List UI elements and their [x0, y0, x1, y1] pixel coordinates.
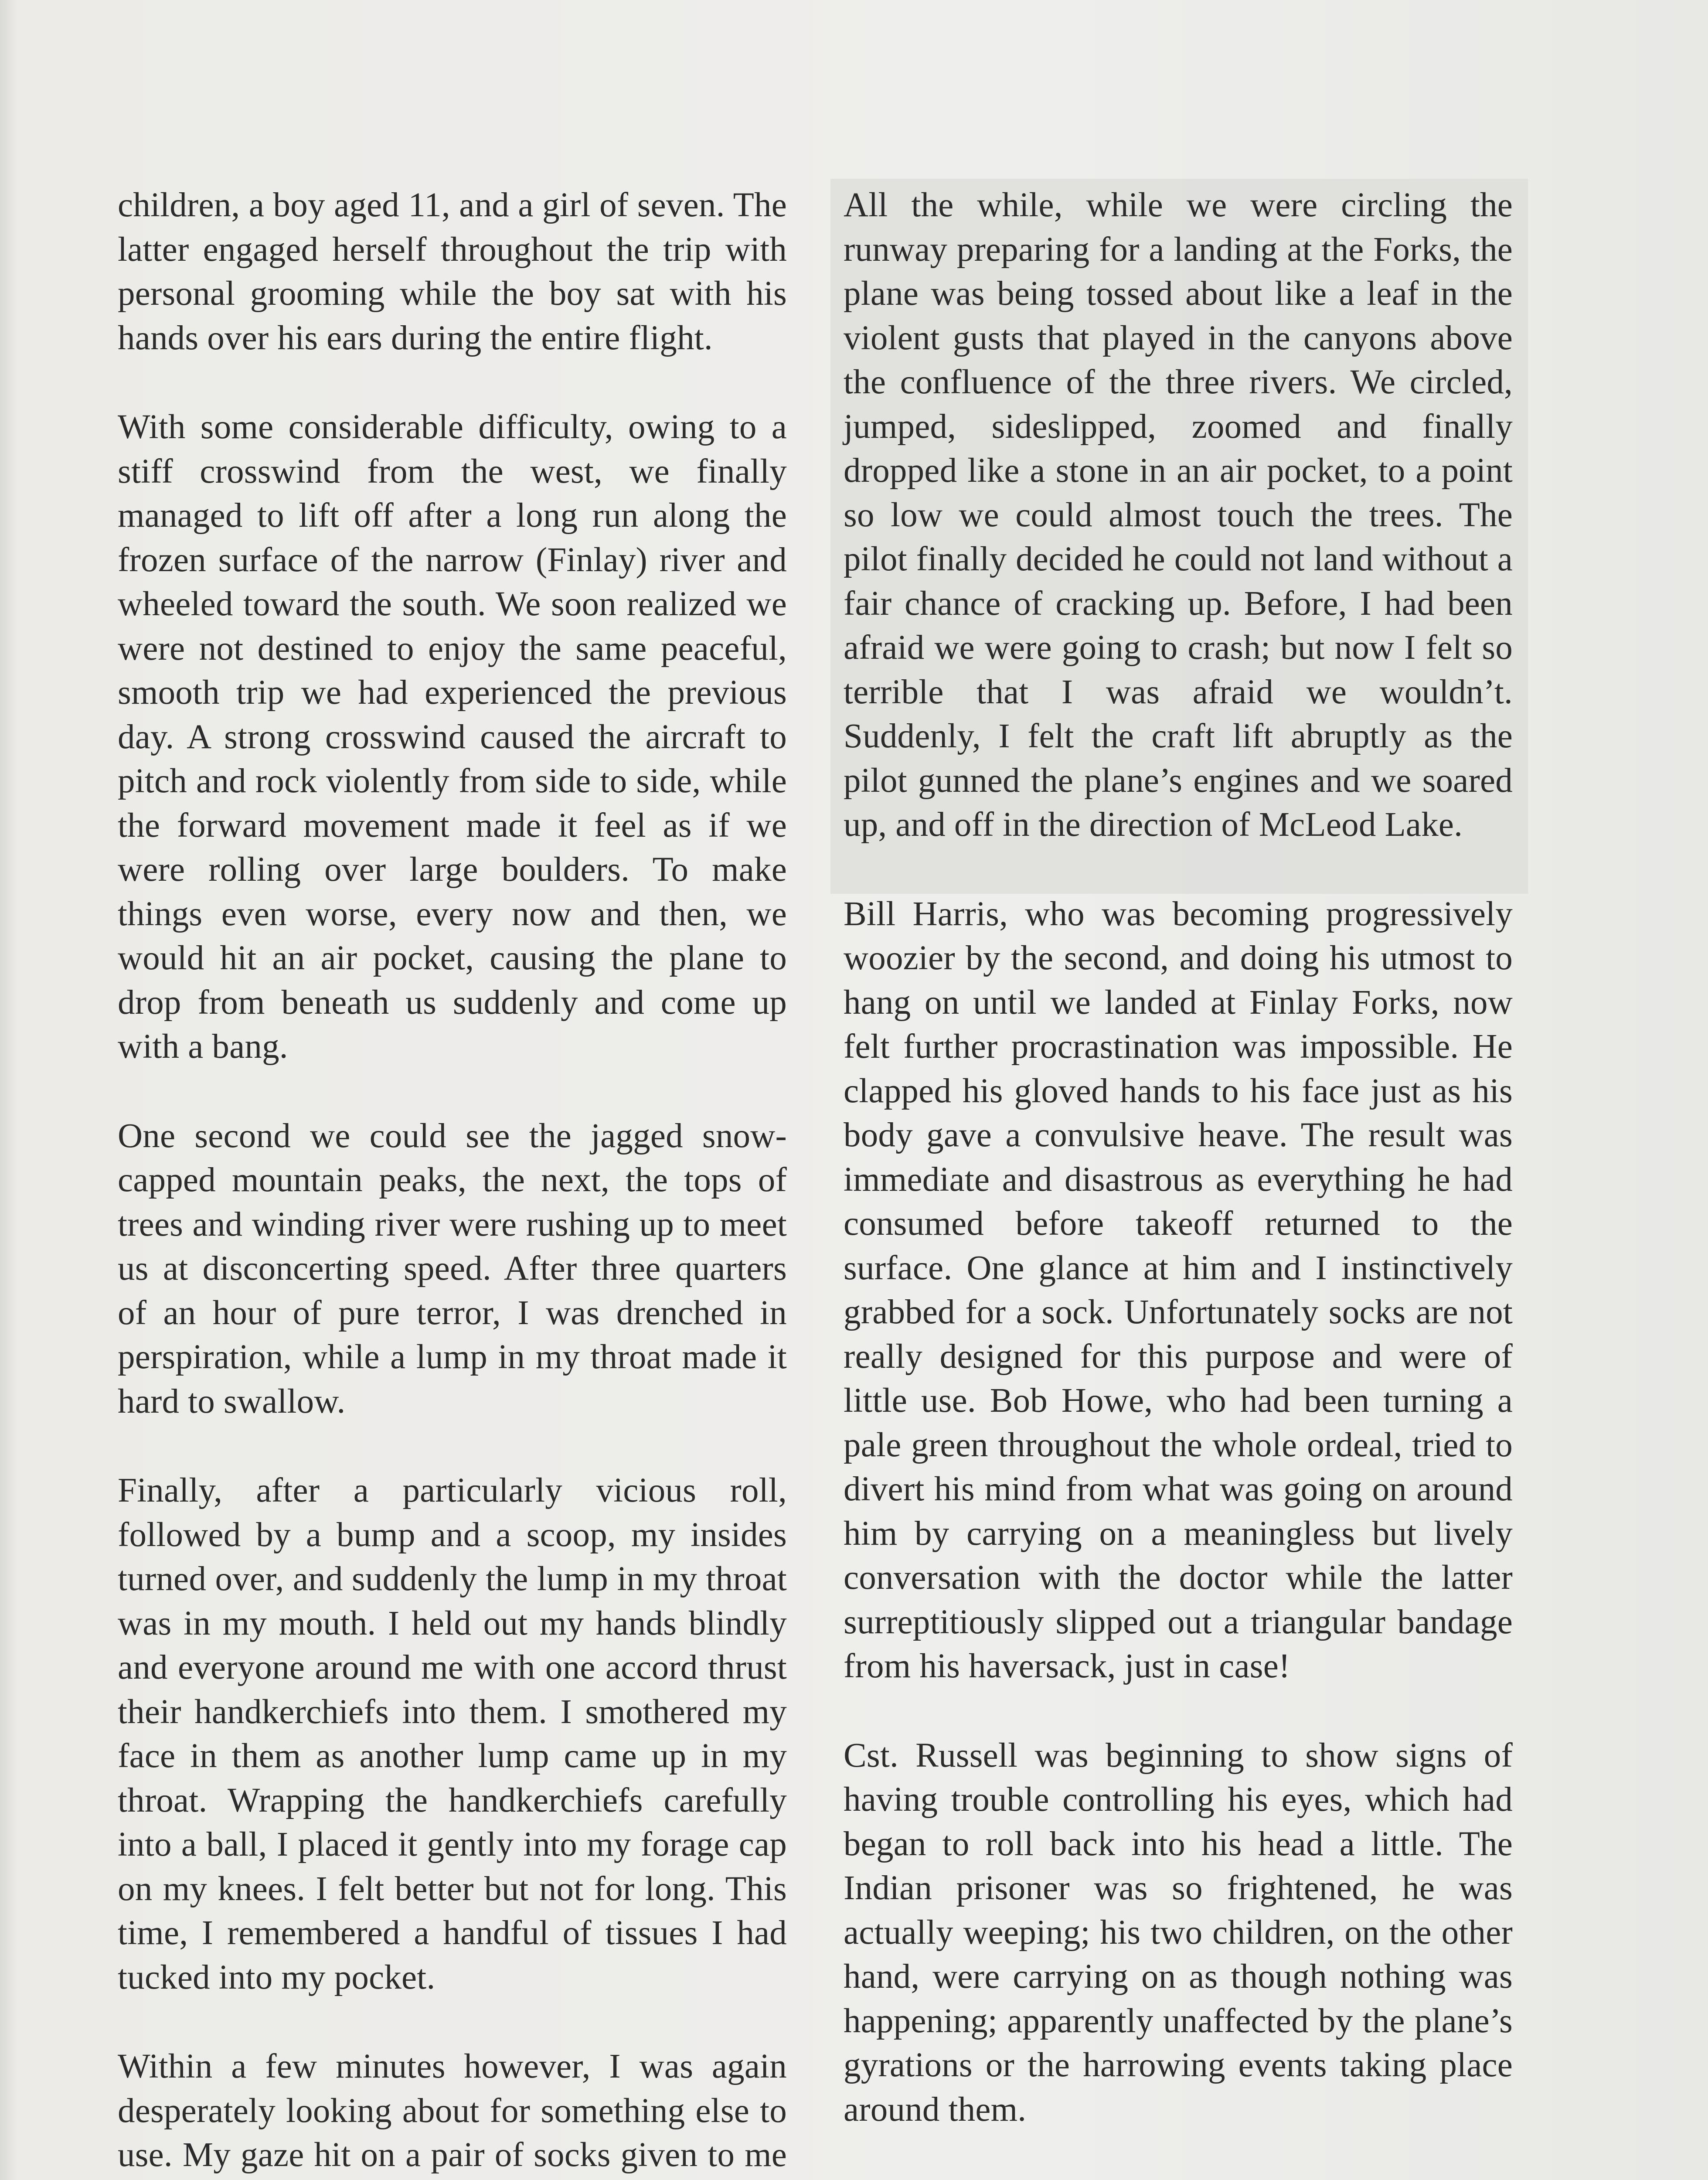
paragraph: Finally, after a particularly vicious roll, followed by a bump and a scoop, my insides turned over, and suddenly the lump in my throat was in my mouth. I held out my hands blindly and everyone around me with one accord thrust their handkerchiefs into them. I smothered my face in them as another lump came up in my throat. Wrapping the handkerchiefs carefully into a ball, I placed it gently into my forage cap on my knees. I felt better but not for long. This time, I remembered a handful of tissues I had tucked into my pocket. — [118, 1472, 787, 1996]
paragraph: Within a few minutes however, I was again desperately looking about for something else to use. My gaze hit on a pair of socks given to me — [118, 2047, 787, 2174]
paragraph: All the while, while we were circling the runway preparing for a landing at the Forks, the plane was being tossed about like a leaf in the violent gusts that played in the canyons above the confluence of the three rivers. We circled, jumped, sideslipped, zoomed and finally dropped like a stone in an air pocket, to a point so low we could almost touch the trees. The pilot finally decided he could not land without a fair chance of cracking up. Before, I had been afraid we were going to crash; but now I felt so terrible that I was afraid we wouldn’t. Suddenly, I felt the craft lift abruptly as the pilot gunned the plane’s engines and we soared up, and off in the direction of McLeod Lake. — [844, 186, 1513, 844]
paragraph: Cst. Russell was beginning to show signs of having trouble controlling his eyes, which had began to roll back into his head a little. The Indian prisoner was so frightened, he was actually weeping; his two children, on the other hand, were carrying on as though nothing was happening; apparently unaffected by the plane’s gyrations or the harrowing events taking place around them. — [844, 1736, 1513, 2129]
paragraph: Bill Harris, who was becoming progressively woozier by the second, and doing his utmost to hang on until we landed at Finlay Forks, now felt further procrastination was impossible. He clapped his gloved hands to his face just as his body gave a convulsive heave. The result was immediate and disastrous as everything he had consumed before takeoff returned to the surface. One glance at him and I instinctively grabbed for a sock. Unfortunately socks are not really designed for this purpose and were of little use. Bob Howe, who had been turning a pale green throughout the whole ordeal, tried to divert his mind from what was going on around him by carrying on a meaningless but lively conversation with the doctor while the latter surreptitiously slipped out a triangular bandage from his haversack, just in case! — [844, 895, 1513, 1685]
paragraph: With some considerable difficulty, owing to a stiff crosswind from the west, we finally managed to lift off after a long run along the frozen surface of the narrow (Finlay) river and wheeled toward the south. We soon realized we were not destined to enjoy the same peaceful, smooth trip we had experienced the previous day. A strong crosswind caused the aircraft to pitch and rock violently from side to side, while the forward movement made it feel as if we were rolling over large boulders. To make things even worse, every now and then, we would hit an air pocket, causing the plane to drop from beneath us suddenly and come up with a bang. — [118, 408, 787, 1066]
right-column — [844, 183, 1513, 2180]
left-column — [118, 183, 787, 2180]
paragraph — [844, 2177, 1513, 2180]
paragraph: children, a boy aged 11, and a girl of seven. The latter engaged herself throughout the trip with personal grooming while the boy sat with his hands over his ears during the entire flight. — [118, 186, 787, 357]
paragraph: One second we could see the jagged snow-capped mountain peaks, the next, the tops of trees and winding river were rushing up to meet us at disconcerting speed. After three quarters of an hour of pure terror, I was drenched in perspiration, while a lump in my throat made it hard to swallow. — [118, 1117, 787, 1420]
